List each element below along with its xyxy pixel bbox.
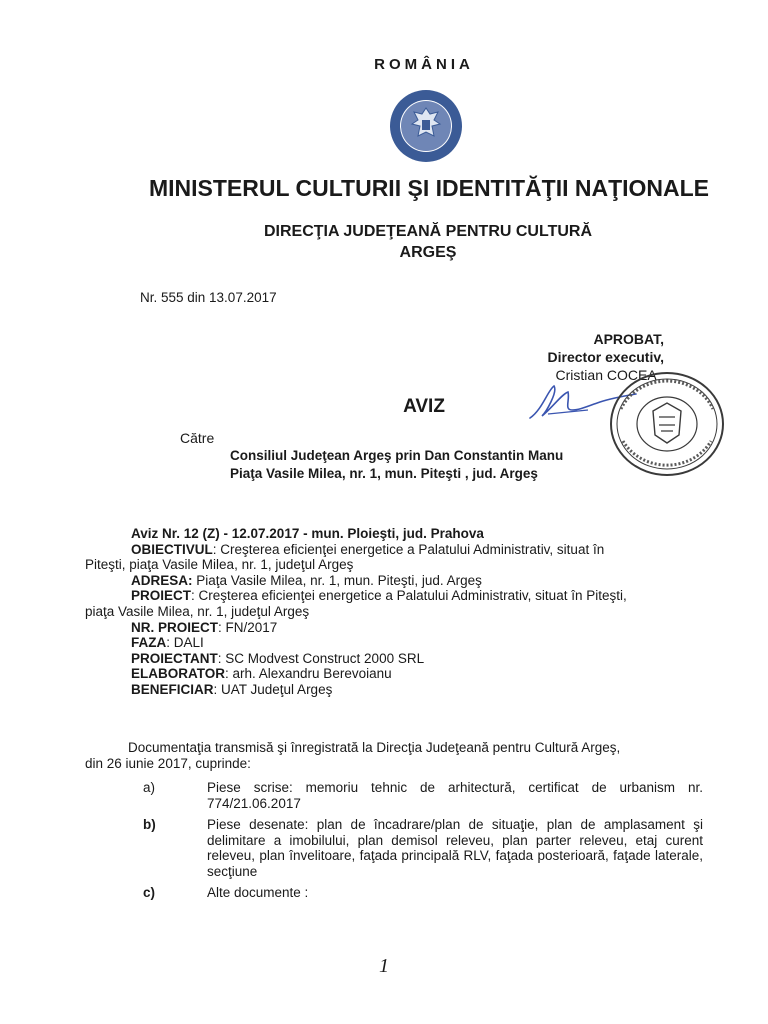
- country-heading: ROMÂNIA: [374, 56, 474, 73]
- approval-role: Director executiv,: [547, 349, 664, 365]
- document-title: AVIZ: [403, 396, 445, 417]
- objective-line: [85, 542, 627, 558]
- project-continuation: piaţa Vasile Milea, nr. 1, judeţul Argeş: [85, 603, 310, 619]
- elaborator-text: : arh. Alexandru Berevoianu: [225, 666, 392, 682]
- address-label: ADRESA:: [131, 572, 193, 588]
- list-item-text: Piese scrise: memoriu tehnic de arhitectură, certificat de urbanism nr. 774/21.06.2017: [207, 780, 703, 811]
- recipient-label: Către: [180, 430, 215, 446]
- list-item: [143, 780, 703, 811]
- objective-text: : Creşterea eficienţei energetice a Palatului Administrativ, situat în: [212, 541, 605, 557]
- objective-continuation: Piteşti, piaţa Vasile Milea, nr. 1, judeţul Argeş: [85, 557, 354, 573]
- phase-line: [85, 635, 627, 651]
- phase-label: FAZA: [131, 635, 167, 651]
- recipient-name: Consiliul Judeţean Argeş prin Dan Constantin Manu: [230, 448, 564, 463]
- directorate-line-1: DIRECŢIA JUDEŢEANĂ PENTRU CULTURĂ: [264, 223, 592, 240]
- aviz-reference: Aviz Nr. 12 (Z) - 12.07.2017 - mun. Ploieşti, jud. Prahova: [131, 526, 484, 541]
- directorate-line-2: ARGEŞ: [399, 244, 457, 261]
- intro-line-2: din 26 iunie 2017, cuprinde:: [85, 755, 251, 771]
- project-number-line: [85, 620, 627, 636]
- documents-list: [143, 780, 703, 907]
- list-item-letter: b): [143, 817, 156, 832]
- project-details: [85, 526, 627, 698]
- approval-status: APROBAT,: [593, 331, 664, 347]
- project-line: [85, 588, 627, 604]
- list-item: [143, 817, 703, 879]
- official-seal-stamp: [607, 369, 727, 479]
- project-number-text: : FN/2017: [218, 619, 278, 635]
- designer-label: PROIECTANT: [131, 650, 218, 666]
- designer-text: : SC Modvest Construct 2000 SRL: [217, 650, 425, 666]
- recipient-address: Piaţa Vasile Milea, nr. 1, mun. Piteşti , jud. Argeş: [230, 466, 538, 481]
- list-item-text: Piese desenate: plan de încadrare/plan de situaţie, plan de amplasament şi delimitare a imobilului, plan demisol releveu, plan parter releveu, etaj curent releveu, plan învelitoare, faţada principală RLV, faţada posterioară, faţade laterale, secţiune: [207, 817, 703, 879]
- beneficiary-text: : UAT Judeţul Argeş: [213, 681, 333, 697]
- beneficiary-label: BENEFICIAR: [131, 681, 214, 697]
- list-item-text: Alte documente :: [207, 885, 309, 900]
- approval-name: Cristian COCEA: [555, 367, 657, 383]
- intro-line-1: Documentaţia transmisă şi înregistrată la Direcţia Judeţeană pentru Cultură Argeş,: [128, 740, 621, 755]
- project-number-label: NR. PROIECT: [131, 619, 219, 635]
- ministry-emblem-icon: [388, 88, 464, 164]
- phase-text: : DALI: [166, 635, 204, 651]
- elaborator-label: ELABORATOR: [131, 666, 225, 682]
- address-text: Piaţa Vasile Milea, nr. 1, mun. Piteşti, jud. Argeş: [192, 572, 482, 588]
- directorate-name: [0, 221, 768, 263]
- objective-label: OBIECTIVUL: [131, 541, 213, 557]
- designer-line: [85, 651, 627, 667]
- address-line: [85, 573, 627, 589]
- registration-number: Nr. 555 din 13.07.2017: [140, 290, 277, 305]
- list-item: [143, 885, 703, 901]
- documentation-intro: [85, 740, 620, 771]
- beneficiary-line: [85, 682, 627, 698]
- list-item-letter: c): [143, 885, 156, 900]
- project-text: : Creşterea eficienţei energetice a Palatului Administrativ, situat în Piteşti,: [191, 588, 627, 604]
- page-number: 1: [379, 955, 389, 977]
- recipient-block: [230, 447, 563, 483]
- project-label: PROIECT: [131, 588, 192, 604]
- ministry-name: MINISTERUL CULTURII ŞI IDENTITĂŢII NAŢIONALE: [148, 175, 710, 201]
- list-item-letter: a): [143, 780, 156, 795]
- elaborator-line: [85, 666, 627, 682]
